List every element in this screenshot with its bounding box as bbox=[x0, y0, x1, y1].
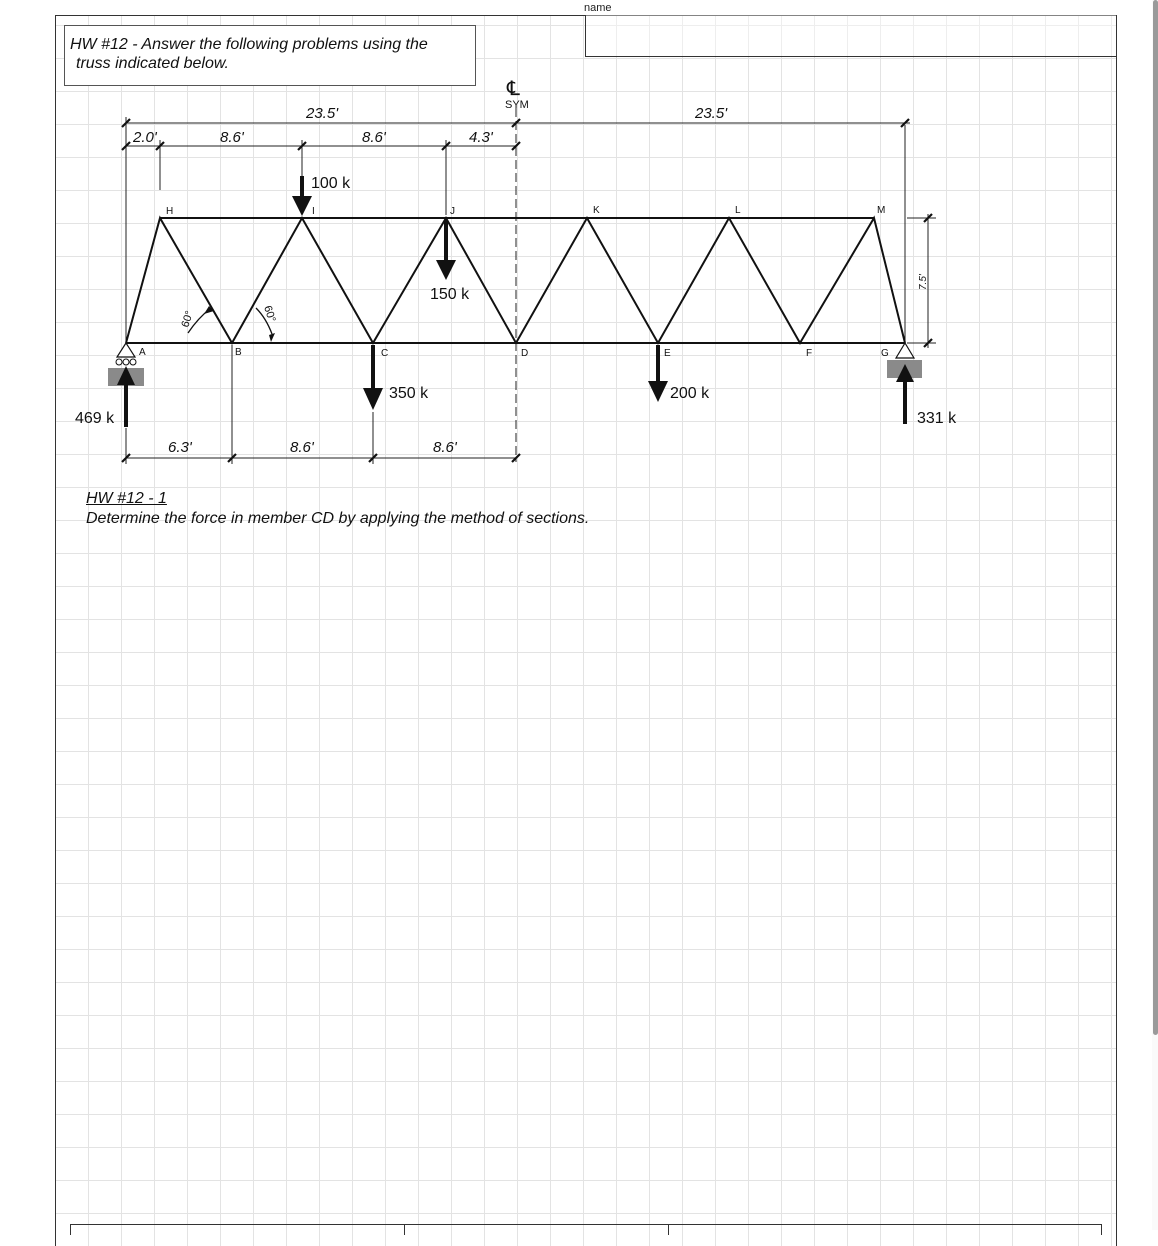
node-label-k: K bbox=[593, 205, 600, 216]
problem-text: Determine the force in member CD by applying the method of sections. bbox=[86, 510, 590, 527]
node-label-f: F bbox=[806, 348, 813, 359]
table-divider bbox=[404, 1225, 405, 1235]
node-label-d: D bbox=[521, 348, 529, 359]
reaction-label-a: 469 k bbox=[75, 410, 115, 427]
dim-upper-4: 4.3' bbox=[469, 129, 493, 146]
load-label-j: 150 k bbox=[430, 286, 470, 303]
load-label-i: 100 k bbox=[311, 175, 351, 192]
title-line-2: truss indicated below. bbox=[76, 55, 229, 72]
node-label-h: H bbox=[166, 206, 174, 217]
sym-label: SYM bbox=[505, 99, 529, 111]
name-label: name bbox=[584, 2, 612, 14]
reaction-label-g: 331 k bbox=[917, 410, 957, 427]
node-label-g: G bbox=[881, 348, 889, 359]
centerline-symbol: ℄ bbox=[507, 78, 520, 100]
angle-label-left: 60° bbox=[179, 309, 196, 329]
node-label-l: L bbox=[735, 205, 741, 216]
load-label-e: 200 k bbox=[670, 385, 710, 402]
load-arrow-i bbox=[292, 176, 312, 216]
angle-label-right: 60° bbox=[261, 304, 278, 324]
node-label-m: M bbox=[877, 205, 886, 216]
load-label-c: 350 k bbox=[389, 385, 429, 402]
table-divider bbox=[668, 1225, 669, 1235]
dim-upper-1: 2.0' bbox=[133, 129, 157, 146]
node-label-i: I bbox=[312, 206, 315, 217]
dim-bottom-3: 8.6' bbox=[433, 439, 457, 456]
problem-heading: HW #12 - 1 bbox=[86, 490, 167, 507]
node-label-e: E bbox=[664, 348, 671, 359]
node-label-c: C bbox=[381, 348, 389, 359]
dim-right-span: 23.5' bbox=[695, 105, 728, 122]
dim-bottom-2: 8.6' bbox=[290, 439, 314, 456]
node-label-b: B bbox=[235, 347, 242, 358]
dim-height: 7.5' bbox=[918, 274, 929, 290]
dim-upper-2: 8.6' bbox=[220, 129, 244, 146]
node-label-j: J bbox=[450, 206, 455, 217]
load-arrow-c bbox=[363, 345, 383, 410]
title-line-1: HW #12 - Answer the following problems using the bbox=[70, 36, 428, 53]
node-label-a: A bbox=[139, 347, 146, 358]
dim-upper-3: 8.6' bbox=[362, 129, 386, 146]
dim-left-span: 23.5' bbox=[306, 105, 339, 122]
dim-bottom-1: 6.3' bbox=[168, 439, 192, 456]
